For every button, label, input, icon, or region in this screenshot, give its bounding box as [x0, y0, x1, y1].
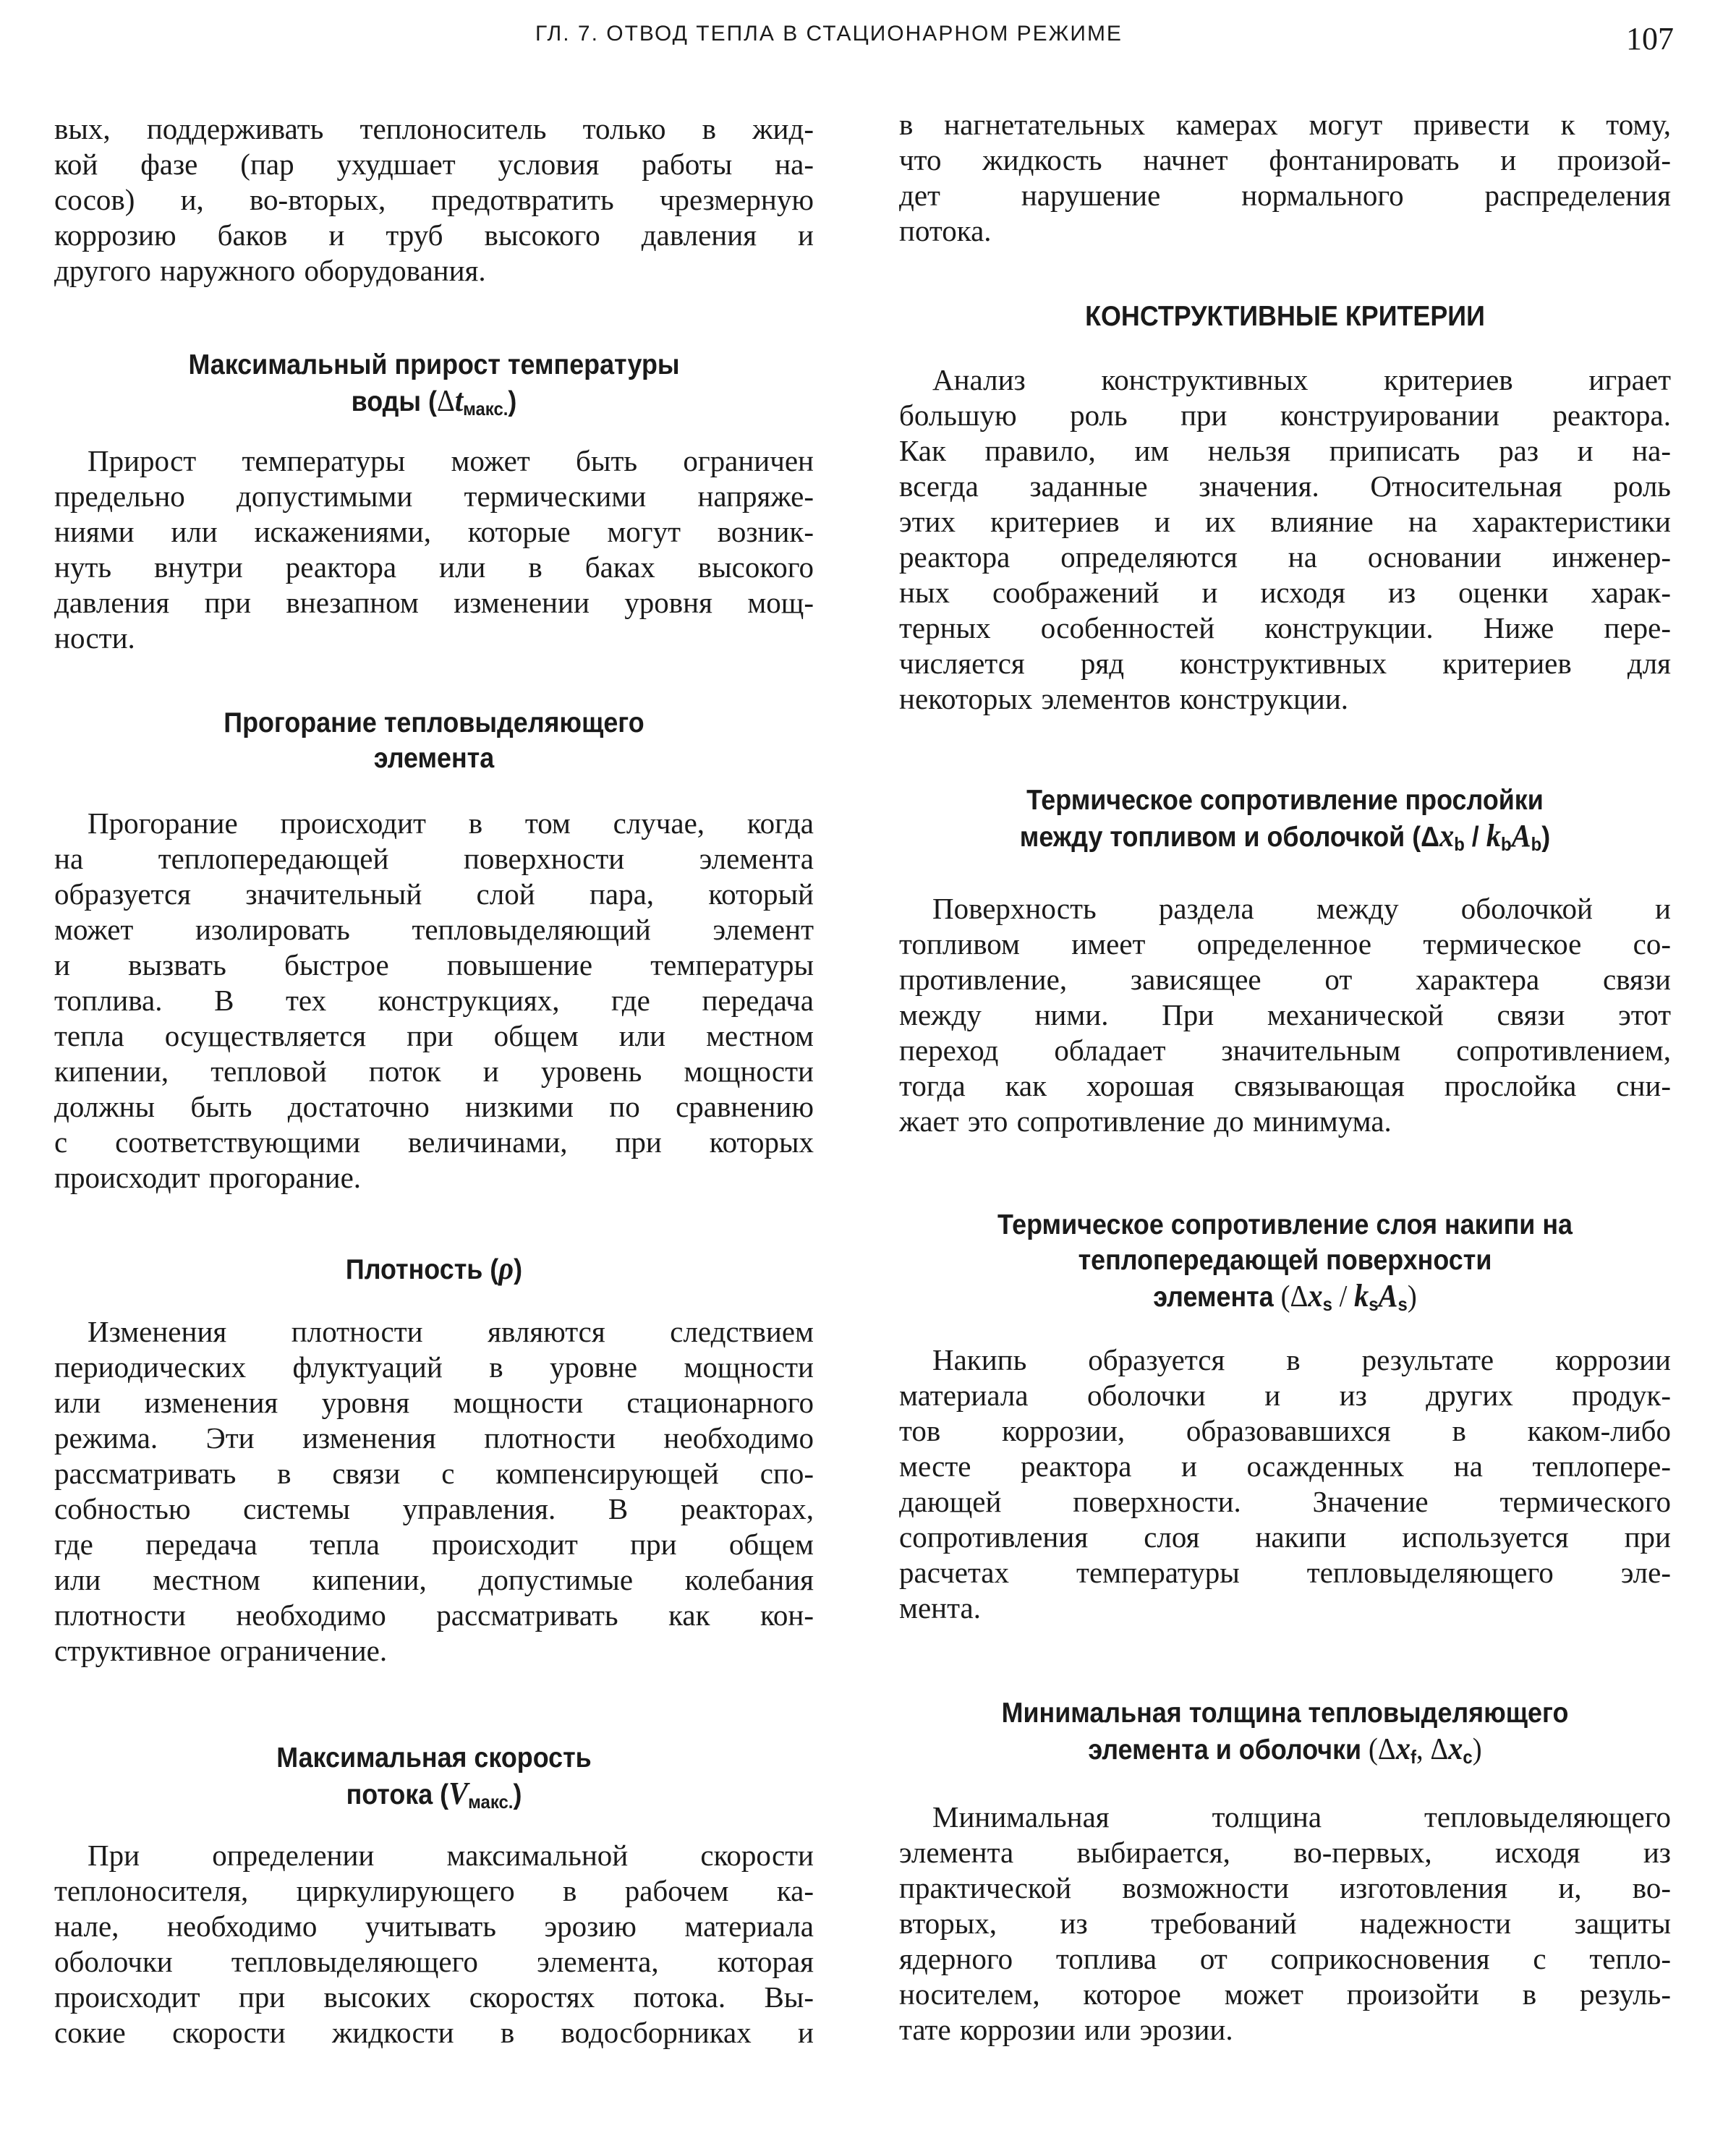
text-line: ности. [54, 621, 135, 655]
formula-symbol: макс. [463, 398, 509, 420]
heading-text: / [1332, 1280, 1354, 1313]
text-line: тепла осуществляется при общем или местном [54, 1019, 814, 1052]
heading-line [85, 1776, 783, 1820]
heading-line [85, 1251, 783, 1287]
paragraph [54, 1314, 814, 1669]
heading-line [930, 783, 1641, 818]
formula-symbol: b [1454, 833, 1465, 855]
text-line: Прогорание происходит в том случае, когда [88, 806, 814, 840]
formula-symbol: f [1410, 1746, 1416, 1768]
heading-line [930, 1731, 1641, 1775]
text-line: может изолировать тепловыделяющий элемент [54, 913, 814, 946]
formula-symbol: s [1322, 1293, 1332, 1315]
text-line: вторых, из требований надежности защиты [899, 1907, 1671, 1940]
section-heading [899, 1207, 1671, 1322]
heading-line [930, 1695, 1641, 1731]
text-line: теплоносителя, циркулирующего в рабочем ка- [54, 1874, 814, 1907]
text-line: большую роль при конструировании реактора. [899, 399, 1671, 432]
heading-text: элемента [373, 743, 495, 774]
heading-text: воды ( [351, 386, 437, 417]
heading-text: ) [1407, 1280, 1417, 1313]
paragraph [54, 111, 814, 289]
text-line: кипении, тепловой поток и уровень мощности [54, 1055, 814, 1088]
section-heading [54, 1251, 814, 1287]
heading-text: элемента и оболочки [1088, 1734, 1369, 1766]
text-line: периодических флуктуаций в уровне мощности [54, 1350, 814, 1384]
text-line: или изменения уровня мощности стационарного [54, 1386, 814, 1419]
formula-symbol: A [1511, 818, 1531, 853]
text-line: и вызвать быстрое повышение температуры [54, 948, 814, 982]
text-line: потока. [899, 214, 992, 247]
text-line: противление, зависящее от характера связи [899, 963, 1671, 996]
formula-symbol: k [1353, 1278, 1369, 1313]
text-line: между ними. При механической связи этот [899, 998, 1671, 1031]
heading-text: теплопередающей поверхности [1078, 1245, 1492, 1276]
heading-line [85, 383, 783, 427]
heading-text: элемента [1153, 1282, 1281, 1313]
text-line: коррозию баков и труб высокого давления и [54, 218, 814, 252]
text-line: или местном кипении, допустимые колебания [54, 1563, 814, 1596]
heading-line [930, 818, 1641, 862]
text-line: Поверхность раздела между оболочкой и [932, 892, 1671, 925]
text-line: носителем, которое может произойти в резуль- [899, 1977, 1671, 2011]
paragraph [54, 806, 814, 1196]
formula-symbol: s [1397, 1293, 1408, 1315]
text-line: реактора определяются на основании инженер- [899, 540, 1671, 574]
text-line: на теплопередающей поверхности элемента [54, 842, 814, 875]
text-line: топлива. В тех конструкциях, где передача [54, 984, 814, 1017]
text-line: месте реактора и осажденных на теплопере- [899, 1449, 1671, 1483]
formula-symbol: s [1369, 1293, 1379, 1315]
heading-text: Прогорание тепловыделяющего [224, 707, 644, 738]
formula-symbol: b [1531, 833, 1542, 855]
heading-text: КОНСТРУКТИВНЫЕ КРИТЕРИИ [1085, 301, 1485, 332]
text-line: Как правило, им нельзя приписать раз и на- [899, 434, 1671, 467]
text-line: При определении максимальной скорости [88, 1839, 814, 1872]
heading-text: Δ [1421, 822, 1439, 853]
text-line: ниями или искажениями, которые могут возник- [54, 515, 814, 548]
formula-symbol: c [1463, 1746, 1473, 1768]
text-line: что жидкость начнет фонтанировать и произой- [899, 143, 1671, 176]
text-line: расчетах температуры тепловыделяющего эле- [899, 1556, 1671, 1589]
text-line: сопротивления слоя накипи используется при [899, 1520, 1671, 1554]
text-line: тогда как хорошая связывающая прослойка сни- [899, 1069, 1671, 1102]
text-line: сокие скорости жидкости в водосборниках и [54, 2016, 814, 2049]
section-heading [54, 1740, 814, 1820]
section-heading [899, 299, 1671, 334]
text-line: Изменения плотности являются следствием [88, 1315, 814, 1348]
heading-text: , Δ [1416, 1733, 1449, 1766]
text-line: с соответствующими величинами, при которых [54, 1125, 814, 1159]
text-line: этих критериев и их влияние на характеристики [899, 505, 1671, 538]
text-line: происходит прогорание. [54, 1161, 362, 1194]
text-line: кой фазе (пар ухудшает условия работы на- [54, 148, 814, 181]
heading-line [930, 1243, 1641, 1278]
heading-text: (Δ [1280, 1280, 1309, 1313]
text-line: структивное ограничение. [54, 1634, 388, 1667]
formula-symbol: ρ [498, 1251, 514, 1286]
text-line: Прирост температуры может быть ограничен [88, 444, 814, 477]
text-line: где передача тепла происходит при общем [54, 1528, 814, 1561]
text-line: мента. [899, 1591, 981, 1625]
text-line: рассматривать в связи с компенсирующей спо- [54, 1457, 814, 1490]
paragraph [54, 1838, 814, 2051]
text-line: дающей поверхности. Значение термического [899, 1485, 1671, 1518]
text-line: собностью системы управления. В реакторах, [54, 1492, 814, 1525]
text-line: ных соображений и исходя из оценки харак- [899, 576, 1671, 609]
text-line: сосов) и, во-вторых, предотвратить чрезмерную [54, 183, 814, 216]
paragraph [899, 1342, 1671, 1626]
heading-line [85, 741, 783, 776]
formula-symbol: x [1439, 818, 1455, 853]
text-line: режима. Эти изменения плотности необходимо [54, 1421, 814, 1455]
section-heading [54, 705, 814, 776]
text-line: давления при внезапном изменении уровня мощ- [54, 586, 814, 619]
text-line: всегда заданные значения. Относительная роль [899, 469, 1671, 503]
paragraph [899, 891, 1671, 1139]
heading-line [85, 347, 783, 383]
text-line: переход обладает значительным сопротивлением, [899, 1034, 1671, 1067]
heading-text: Термическое сопротивление слоя накипи на [997, 1209, 1573, 1240]
heading-text: Максимальная скорость [276, 1742, 592, 1774]
formula-symbol: A [1378, 1278, 1398, 1313]
section-heading [54, 347, 814, 427]
heading-line [930, 299, 1641, 334]
formula-symbol: b [1500, 833, 1512, 855]
heading-text: ) [513, 1779, 522, 1810]
text-line: Минимальная толщина тепловыделяющего [932, 1800, 1671, 1834]
paragraph [54, 443, 814, 656]
text-line: происходит при высоких скоростях потока. Вы- [54, 1980, 814, 2014]
page-number: 107 [1626, 21, 1674, 56]
paragraph [899, 1800, 1671, 2048]
text-line: терных особенностей конструкции. Ниже пере- [899, 611, 1671, 644]
text-line: ядерного топлива от соприкосновения с тепло- [899, 1942, 1671, 1975]
heading-text: / [1464, 822, 1486, 853]
formula-symbol: t [454, 383, 464, 418]
heading-line [85, 1740, 783, 1776]
text-line: практической возможности изготовления и, во- [899, 1871, 1671, 1904]
formula-symbol: x [1448, 1731, 1463, 1766]
heading-text: (Δ [1369, 1733, 1396, 1766]
text-line: тате коррозии или эрозии. [899, 2013, 1233, 2046]
text-line: дет нарушение нормального распределения [899, 179, 1671, 212]
text-line: нале, необходимо учитывать эрозию материала [54, 1909, 814, 1943]
formula-symbol: макс. [468, 1791, 514, 1813]
formula-symbol: x [1308, 1278, 1323, 1313]
text-line: некоторых элементов конструкции. [899, 682, 1349, 715]
text-line: вых, поддерживать теплоноситель только в жид- [54, 112, 814, 145]
text-line: жает это сопротивление до минимума. [899, 1104, 1392, 1138]
text-line: плотности необходимо рассматривать как кон- [54, 1598, 814, 1632]
heading-text: Максимальный прирост температуры [188, 349, 680, 380]
text-line: образуется значительный слой пара, который [54, 877, 814, 911]
heading-line [85, 705, 783, 741]
running-header: ГЛ. 7. ОТВОД ТЕПЛА В СТАЦИОНАРНОМ РЕЖИМЕ [535, 22, 1123, 46]
heading-text: ) [1472, 1733, 1482, 1766]
text-line: оболочки тепловыделяющего элемента, которая [54, 1945, 814, 1978]
text-line: Накипь образуется в результате коррозии [932, 1343, 1671, 1376]
section-heading [899, 783, 1671, 862]
heading-text: ) [514, 1254, 523, 1285]
heading-text: Плотность ( [345, 1254, 499, 1285]
text-line: элемента выбирается, во-первых, исходя из [899, 1836, 1671, 1869]
heading-text: ) [1541, 822, 1551, 853]
text-line: другого наружного оборудования. [54, 254, 486, 287]
text-line: нуть внутри реактора или в баках высокого [54, 550, 814, 584]
formula-symbol: x [1395, 1731, 1411, 1766]
text-line: Анализ конструктивных критериев играет [932, 363, 1671, 396]
formula-symbol: k [1486, 818, 1501, 853]
paragraph [899, 362, 1671, 717]
heading-text: Минимальная толщина тепловыделяющего [1001, 1698, 1569, 1729]
text-line: тов коррозии, образовавшихся в каком-либо [899, 1414, 1671, 1447]
heading-line [930, 1278, 1641, 1322]
text-line: в нагнетательных камерах могут привести к тому, [899, 108, 1671, 141]
heading-text: между топливом и оболочкой ( [1019, 822, 1421, 853]
heading-text: ) [508, 386, 517, 417]
text-line: должны быть достаточно низкими по сравнению [54, 1090, 814, 1123]
heading-text: потока ( [346, 1779, 449, 1810]
paragraph [899, 107, 1671, 249]
formula-symbol: V [448, 1776, 469, 1811]
text-line: топливом имеет определенное термическое со- [899, 927, 1671, 961]
heading-line [930, 1207, 1641, 1243]
section-heading [899, 1695, 1671, 1775]
heading-text: Термическое сопротивление прослойки [1026, 785, 1544, 816]
text-line: материала оболочки и из других продук- [899, 1379, 1671, 1412]
text-line: предельно допустимыми термическими напряже- [54, 480, 814, 513]
heading-text: Δ [436, 385, 455, 418]
text-line: числяется ряд конструктивных критериев для [899, 647, 1671, 680]
